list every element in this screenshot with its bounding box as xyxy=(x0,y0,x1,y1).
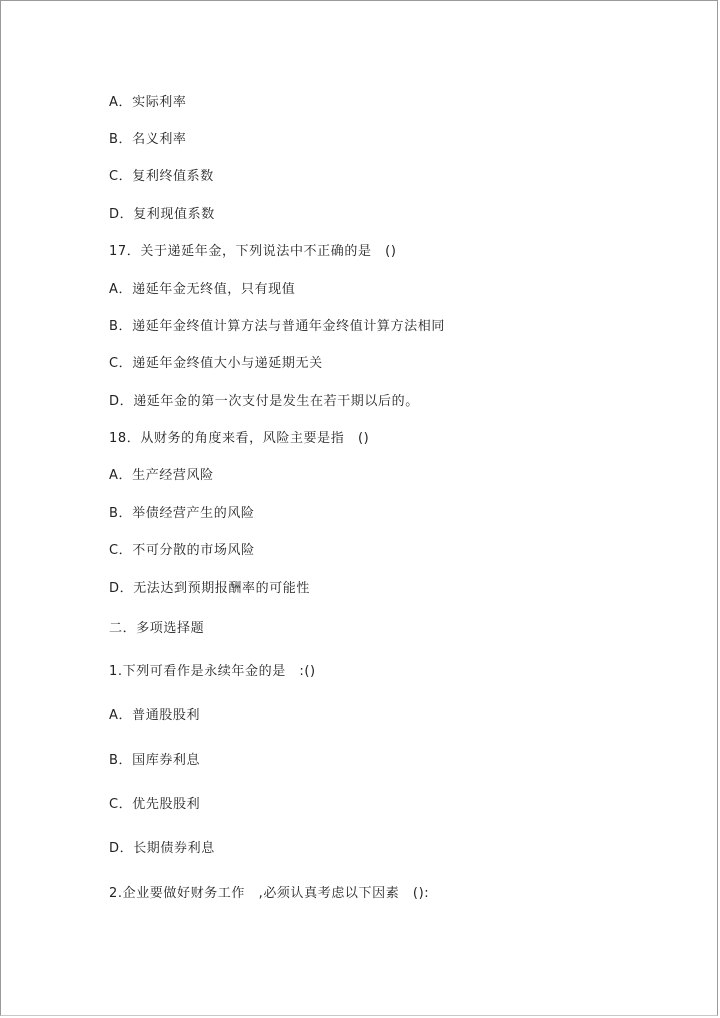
mc-question-2: 2.企业要做好财务工作 ,必须认真考虑以下因素 (): xyxy=(109,886,430,901)
question-18-option-b: B．举债经营产生的风险 xyxy=(109,506,255,521)
question-17-option-d: D．递延年金的第一次支付是发生在若干期以后的。 xyxy=(109,394,419,409)
question-17-option-a: A．递延年金无终值，只有现值 xyxy=(109,282,296,297)
question-18: 18．从财务的角度来看，风险主要是指 () xyxy=(109,431,370,446)
mc-question-1-option-b: B．国库券利息 xyxy=(109,753,201,768)
mc-question-1-option-d: D．长期债券利息 xyxy=(109,841,215,856)
question-17-option-b: B．递延年金终值计算方法与普通年金终值计算方法相同 xyxy=(109,319,445,334)
mc-question-1-option-c: C．优先股股利 xyxy=(109,797,201,812)
mc-question-1: 1.下列可看作是永续年金的是 :() xyxy=(109,664,316,679)
question-17: 17．关于递延年金，下列说法中不正确的是 () xyxy=(109,244,397,259)
option-d-compound-pv-factor: D．复利现值系数 xyxy=(109,207,215,222)
option-c-compound-fv-factor: C．复利终值系数 xyxy=(109,169,214,184)
mc-question-1-option-a: A．普通股股利 xyxy=(109,708,201,723)
section-heading-multiple-choice: 二．多项选择题 xyxy=(109,621,205,636)
question-18-option-a: A．生产经营风险 xyxy=(109,468,214,483)
question-18-option-c: C．不可分散的市场风险 xyxy=(109,543,255,558)
option-a-real-rate: A．实际利率 xyxy=(109,95,187,110)
option-b-nominal-rate: B．名义利率 xyxy=(109,132,187,147)
question-18-option-d: D．无法达到预期报酬率的可能性 xyxy=(109,581,311,596)
question-17-option-c: C．递延年金终值大小与递延期无关 xyxy=(109,356,323,371)
